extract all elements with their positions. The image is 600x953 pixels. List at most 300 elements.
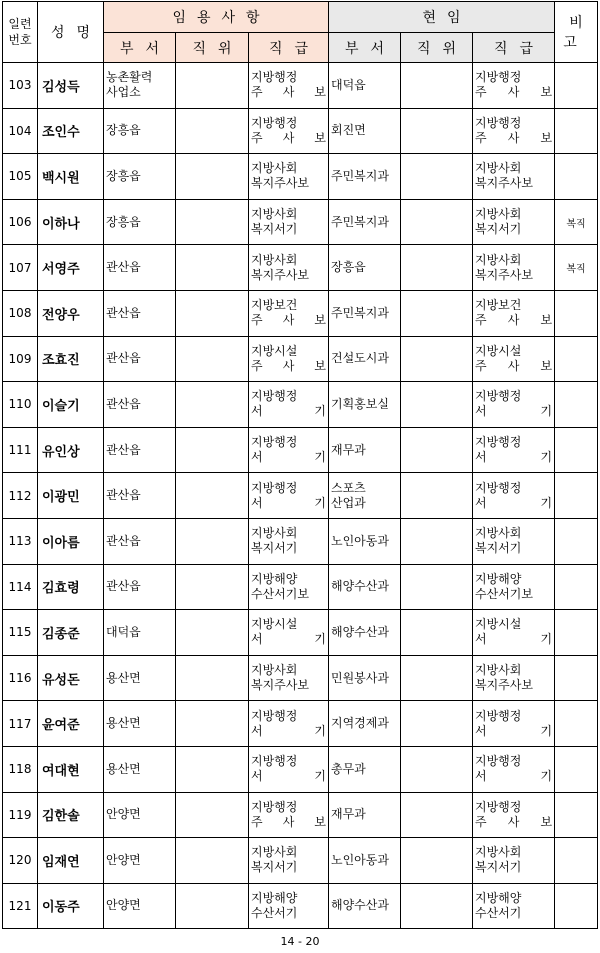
appointment-grade-line: 수산서기: [251, 905, 298, 920]
appointment-position: [176, 199, 249, 245]
appointment-dept-line: 안양면: [106, 852, 141, 867]
current-grade-line: 지방행정: [475, 389, 522, 404]
appointment-position: [176, 883, 249, 929]
appointment-dept: [104, 473, 176, 519]
serial-number: 118: [3, 746, 38, 792]
current-grade-line: 서 기: [475, 404, 553, 419]
current-dept-line: 주민복지과: [331, 168, 389, 183]
table-row: [3, 336, 598, 382]
current-position-header-sub: 직위: [401, 33, 473, 63]
employee-name: 이하나: [38, 199, 104, 245]
current-dept-line: 주민복지과: [331, 214, 389, 229]
current-dept-line: 기획홍보실: [331, 396, 389, 411]
personnel-table: [2, 1, 598, 929]
current-grade-line: 지방행정: [475, 480, 522, 495]
appointment-grade: [249, 382, 329, 428]
current-dept: [329, 63, 401, 109]
appointment-grade-line: 주 사 보: [251, 358, 326, 373]
current-grade-line: 복지서기: [475, 860, 522, 875]
serial-number: 116: [3, 655, 38, 701]
remarks-header: 비고: [555, 2, 598, 63]
current-grade-line: 지방해양: [475, 890, 522, 905]
remarks: [555, 336, 598, 382]
current-dept-line: 건설도시과: [331, 351, 389, 366]
current-dept-line: 재무과: [331, 442, 366, 457]
current-grade: [473, 564, 555, 610]
employee-name: 이동주: [38, 883, 104, 929]
appointment-position: [176, 610, 249, 656]
current-dept-line: 주민복지과: [331, 305, 389, 320]
page-number: 14 - 20: [280, 935, 320, 948]
employee-name: 조인수: [38, 108, 104, 154]
appointment-grade-line: 지방행정: [251, 754, 298, 769]
current-grade: [473, 245, 555, 291]
appointment-dept: [104, 883, 176, 929]
appointment-grade-line: 지방행정: [251, 799, 298, 814]
current-grade-line: 서 기: [475, 632, 553, 647]
appointment-dept-line: 관산읍: [106, 442, 141, 457]
appointment-grade-line: 지방행정: [251, 70, 298, 85]
appointment-grade-line: 지방사회: [251, 207, 298, 222]
current-dept: [329, 154, 401, 200]
current-dept: [329, 701, 401, 747]
table-row: [3, 199, 598, 245]
appointment-grade-line: 복지주사보: [251, 678, 309, 693]
current-dept: [329, 746, 401, 792]
current-dept-line: 민원봉사과: [331, 670, 389, 685]
current-dept-line: 장흥읍: [331, 260, 366, 275]
appointment-position: [176, 154, 249, 200]
appointment-grade: [249, 290, 329, 336]
remarks: [555, 792, 598, 838]
appointment-dept: [104, 655, 176, 701]
current-grade-line: 지방해양: [475, 571, 522, 586]
current-dept: [329, 792, 401, 838]
appointment-dept: [104, 290, 176, 336]
appointment-dept: [104, 63, 176, 109]
current-grade-line: 지방행정: [475, 115, 522, 130]
current-grade-line: 복지서기: [475, 541, 522, 556]
current-dept: [329, 199, 401, 245]
current-grade-line: 지방시설: [475, 617, 522, 632]
current-dept: [329, 108, 401, 154]
appointment-grade-line: 지방시설: [251, 617, 298, 632]
appointment-dept: [104, 701, 176, 747]
current-grade: [473, 518, 555, 564]
current-grade-header: 직급: [473, 33, 555, 63]
appointment-position: [176, 518, 249, 564]
appointment-position-header: 직위: [176, 33, 249, 63]
appointment-grade: [249, 838, 329, 884]
serial-number: 117: [3, 701, 38, 747]
appointment-grade-line: 서 기: [251, 404, 326, 419]
appointment-grade: [249, 473, 329, 519]
current-dept-line: 스포츠: [331, 480, 366, 495]
appointment-dept-line: 용산면: [106, 670, 141, 685]
current-grade-line: 지방행정: [475, 70, 522, 85]
current-grade-line: 복지주사보: [475, 678, 533, 693]
serial-number: 120: [3, 838, 38, 884]
current-position: [401, 154, 473, 200]
current-grade-line: 지방사회: [475, 845, 522, 860]
employee-name: 유인상: [38, 427, 104, 473]
appointment-grade-line: 복지주사보: [251, 176, 309, 191]
table-row: [3, 427, 598, 473]
current-position: [401, 199, 473, 245]
appointment-grade-line: 복지서기: [251, 860, 298, 875]
current-dept: [329, 518, 401, 564]
appointment-grade-line: 지방행정: [251, 435, 298, 450]
serial-number: 115: [3, 610, 38, 656]
current-position: [401, 427, 473, 473]
appointment-grade-line: 지방보건: [251, 298, 298, 313]
appointment-grade: [249, 245, 329, 291]
appointment-dept-line: 대덕읍: [106, 624, 141, 639]
remarks: 복직: [555, 199, 598, 245]
current-dept: [329, 883, 401, 929]
current-grade-line: 서 기: [475, 495, 553, 510]
current-position: [401, 290, 473, 336]
table-row: [3, 610, 598, 656]
appointment-grade-line: 수산서기보: [251, 586, 309, 601]
appointment-grade-line: 지방시설: [251, 343, 298, 358]
serial-number: 109: [3, 336, 38, 382]
appointment-dept-line: 장흥읍: [106, 214, 141, 229]
appointment-dept: [104, 245, 176, 291]
appointment-position: [176, 838, 249, 884]
current-dept-line: 해양수산과: [331, 624, 389, 639]
appointment-position: [176, 655, 249, 701]
employee-name: 여대현: [38, 746, 104, 792]
current-grade-line: 지방사회: [475, 663, 522, 678]
appointment-grade-line: 지방행정: [251, 389, 298, 404]
appointment-grade-line: 복지서기: [251, 222, 298, 237]
appointment-grade: [249, 792, 329, 838]
remarks: [555, 382, 598, 428]
appointment-grade-line: 복지주사보: [251, 267, 309, 282]
current-grade-line: 주 사 보: [475, 313, 553, 328]
current-grade-line: 복지서기: [475, 222, 522, 237]
employee-name: 이광민: [38, 473, 104, 519]
current-grade: [473, 336, 555, 382]
appointment-grade: [249, 63, 329, 109]
current-dept-line: 회진면: [331, 123, 366, 138]
current-grade-line: 지방사회: [475, 161, 522, 176]
current-position: [401, 518, 473, 564]
current-grade-line: 서 기: [475, 450, 553, 465]
current-grade-line: 수산서기보: [475, 586, 533, 601]
serial-number: 114: [3, 564, 38, 610]
table-body: [3, 63, 598, 929]
appointment-grade-line: 서 기: [251, 723, 326, 738]
appointment-dept-line: 농촌활력: [106, 70, 153, 85]
serial-number: 103: [3, 63, 38, 109]
current-grade-line: 서 기: [475, 723, 553, 738]
current-grade: [473, 792, 555, 838]
appointment-dept: [104, 382, 176, 428]
appointment-dept: [104, 610, 176, 656]
table-row: [3, 564, 598, 610]
current-grade-line: 주 사 보: [475, 358, 553, 373]
current-position: [401, 564, 473, 610]
remarks: 복직: [555, 245, 598, 291]
remarks: [555, 427, 598, 473]
appointment-grade-line: 서 기: [251, 495, 326, 510]
current-position: [401, 610, 473, 656]
appointment-grade-line: 주 사 보: [251, 130, 326, 145]
table-row: [3, 838, 598, 884]
current-position: [401, 63, 473, 109]
table-row: [3, 883, 598, 929]
appointment-dept-header: 부서: [104, 33, 176, 63]
appointment-grade: [249, 108, 329, 154]
appointment-grade-line: 지방해양: [251, 890, 298, 905]
current-dept: [329, 382, 401, 428]
employee-name: 김효령: [38, 564, 104, 610]
table-row: [3, 518, 598, 564]
appointment-grade-line: 서 기: [251, 769, 326, 784]
current-position: [401, 382, 473, 428]
appointment-dept-line: 장흥읍: [106, 168, 141, 183]
current-dept: [329, 290, 401, 336]
appointment-grade: [249, 701, 329, 747]
employee-name: 유성돈: [38, 655, 104, 701]
serial-number: 105: [3, 154, 38, 200]
remarks: [555, 63, 598, 109]
appointment-dept-line: 관산읍: [106, 305, 141, 320]
employee-name: 이슬기: [38, 382, 104, 428]
table-row: [3, 108, 598, 154]
appointment-grade: [249, 746, 329, 792]
current-dept-line: 재무과: [331, 807, 366, 822]
appointment-grade-line: 주 사 보: [251, 313, 326, 328]
current-grade: [473, 108, 555, 154]
appointment-grade-line: 서 기: [251, 632, 326, 647]
employee-name: 김성득: [38, 63, 104, 109]
appointment-position: [176, 290, 249, 336]
current-position: [401, 336, 473, 382]
current-position: [401, 883, 473, 929]
current-grade-line: 주 사 보: [475, 814, 553, 829]
appointment-grade-header: 직급: [249, 33, 329, 63]
current-position: [401, 838, 473, 884]
serial-number-header: 일련 번호: [3, 2, 38, 63]
appointment-dept-line: 장흥읍: [106, 123, 141, 138]
remarks: [555, 746, 598, 792]
employee-name: 김종준: [38, 610, 104, 656]
appointment-grade-line: 주 사 보: [251, 814, 326, 829]
table-row: [3, 746, 598, 792]
appointment-dept-line: 관산읍: [106, 260, 141, 275]
current-grade: [473, 199, 555, 245]
current-grade: [473, 883, 555, 929]
table-row: [3, 382, 598, 428]
current-grade: [473, 427, 555, 473]
current-grade-line: 수산서기: [475, 905, 522, 920]
current-dept: [329, 427, 401, 473]
serial-number: 113: [3, 518, 38, 564]
serial-number: 121: [3, 883, 38, 929]
current-grade-line: 복지주사보: [475, 176, 533, 191]
appointment-dept-line: 사업소: [106, 85, 141, 100]
current-grade: [473, 746, 555, 792]
appointment-dept: [104, 154, 176, 200]
serial-number: 112: [3, 473, 38, 519]
serial-number: 106: [3, 199, 38, 245]
appointment-position: [176, 746, 249, 792]
appointment-position: [176, 564, 249, 610]
appointment-grade: [249, 564, 329, 610]
appointment-grade-line: 지방사회: [251, 845, 298, 860]
table-row: [3, 290, 598, 336]
appointment-grade-line: 지방행정: [251, 480, 298, 495]
appointment-grade: [249, 336, 329, 382]
appointment-grade: [249, 427, 329, 473]
current-grade-line: 지방행정: [475, 435, 522, 450]
current-position: [401, 473, 473, 519]
appointment-dept: [104, 564, 176, 610]
current-grade: [473, 382, 555, 428]
appointment-grade-line: 지방사회: [251, 252, 298, 267]
remarks: [555, 108, 598, 154]
employee-name: 조효진: [38, 336, 104, 382]
remarks: [555, 701, 598, 747]
appointment-position: [176, 701, 249, 747]
appointment-grade-line: 지방사회: [251, 663, 298, 678]
current-dept-line: 총무과: [331, 761, 366, 776]
current-grade-line: 지방보건: [475, 298, 522, 313]
current-position: [401, 746, 473, 792]
appointment-dept: [104, 746, 176, 792]
employee-name: 전양우: [38, 290, 104, 336]
current-position: [401, 655, 473, 701]
current-dept-line: 노인아동과: [331, 533, 389, 548]
serial-number: 104: [3, 108, 38, 154]
appointment-position: [176, 473, 249, 519]
name-header: 성명: [38, 2, 104, 63]
current-dept: [329, 655, 401, 701]
current-grade: [473, 838, 555, 884]
current-grade: [473, 610, 555, 656]
serial-number: 110: [3, 382, 38, 428]
remarks: [555, 883, 598, 929]
appointment-position: [176, 792, 249, 838]
appointment-dept: [104, 199, 176, 245]
remarks: [555, 838, 598, 884]
remarks: [555, 518, 598, 564]
appointment-header: 임용사항: [104, 2, 329, 33]
appointment-dept-line: 관산읍: [106, 579, 141, 594]
appointment-dept-line: 관산읍: [106, 396, 141, 411]
current-position-header: 현임: [329, 2, 555, 33]
current-dept: [329, 838, 401, 884]
remarks: [555, 655, 598, 701]
appointment-grade-line: 주 사 보: [251, 85, 326, 100]
current-dept-line: 지역경제과: [331, 716, 389, 731]
current-grade-line: 지방사회: [475, 207, 522, 222]
appointment-dept: [104, 838, 176, 884]
current-dept-line: 해양수산과: [331, 898, 389, 913]
current-position: [401, 792, 473, 838]
remarks: [555, 564, 598, 610]
current-grade: [473, 655, 555, 701]
current-dept: [329, 473, 401, 519]
current-dept: [329, 245, 401, 291]
current-position: [401, 108, 473, 154]
current-dept-line: 산업과: [331, 495, 366, 510]
appointment-grade-line: 서 기: [251, 450, 326, 465]
appointment-position: [176, 427, 249, 473]
employee-name: 임재연: [38, 838, 104, 884]
appointment-dept-line: 안양면: [106, 807, 141, 822]
current-grade: [473, 63, 555, 109]
appointment-dept: [104, 108, 176, 154]
current-dept-line: 해양수산과: [331, 579, 389, 594]
appointment-dept-line: 용산면: [106, 716, 141, 731]
employee-name: 윤여준: [38, 701, 104, 747]
current-dept: [329, 610, 401, 656]
table-row: [3, 245, 598, 291]
remarks: [555, 610, 598, 656]
employee-name: 김한솔: [38, 792, 104, 838]
table-row: [3, 154, 598, 200]
current-grade-line: 지방사회: [475, 252, 522, 267]
serial-number: 111: [3, 427, 38, 473]
appointment-grade-line: 지방사회: [251, 161, 298, 176]
appointment-position: [176, 382, 249, 428]
current-grade-line: 지방사회: [475, 526, 522, 541]
table-row: [3, 63, 598, 109]
current-dept: [329, 564, 401, 610]
appointment-dept-line: 관산읍: [106, 533, 141, 548]
current-grade-line: 지방시설: [475, 343, 522, 358]
appointment-dept: [104, 336, 176, 382]
current-grade: [473, 290, 555, 336]
appointment-position: [176, 336, 249, 382]
employee-name: 이아름: [38, 518, 104, 564]
current-dept: [329, 336, 401, 382]
current-dept-line: 대덕읍: [331, 77, 366, 92]
serial-number: 107: [3, 245, 38, 291]
table-row: [3, 792, 598, 838]
current-grade-line: 지방행정: [475, 708, 522, 723]
current-grade-line: 주 사 보: [475, 85, 553, 100]
appointment-grade: [249, 518, 329, 564]
appointment-dept: [104, 518, 176, 564]
current-grade-line: 주 사 보: [475, 130, 553, 145]
current-grade: [473, 473, 555, 519]
employee-name: 백시원: [38, 154, 104, 200]
appointment-grade: [249, 199, 329, 245]
appointment-grade: [249, 655, 329, 701]
appointment-grade: [249, 154, 329, 200]
employee-name: 서영주: [38, 245, 104, 291]
appointment-dept-line: 안양면: [106, 898, 141, 913]
appointment-position: [176, 245, 249, 291]
appointment-dept-line: 용산면: [106, 761, 141, 776]
current-grade-line: 서 기: [475, 769, 553, 784]
appointment-position: [176, 108, 249, 154]
serial-number: 119: [3, 792, 38, 838]
appointment-dept: [104, 427, 176, 473]
table-row: [3, 701, 598, 747]
appointment-dept: [104, 792, 176, 838]
remarks: [555, 473, 598, 519]
current-grade-line: 지방행정: [475, 754, 522, 769]
serial-number: 108: [3, 290, 38, 336]
appointment-grade-line: 지방사회: [251, 526, 298, 541]
table-row: [3, 655, 598, 701]
